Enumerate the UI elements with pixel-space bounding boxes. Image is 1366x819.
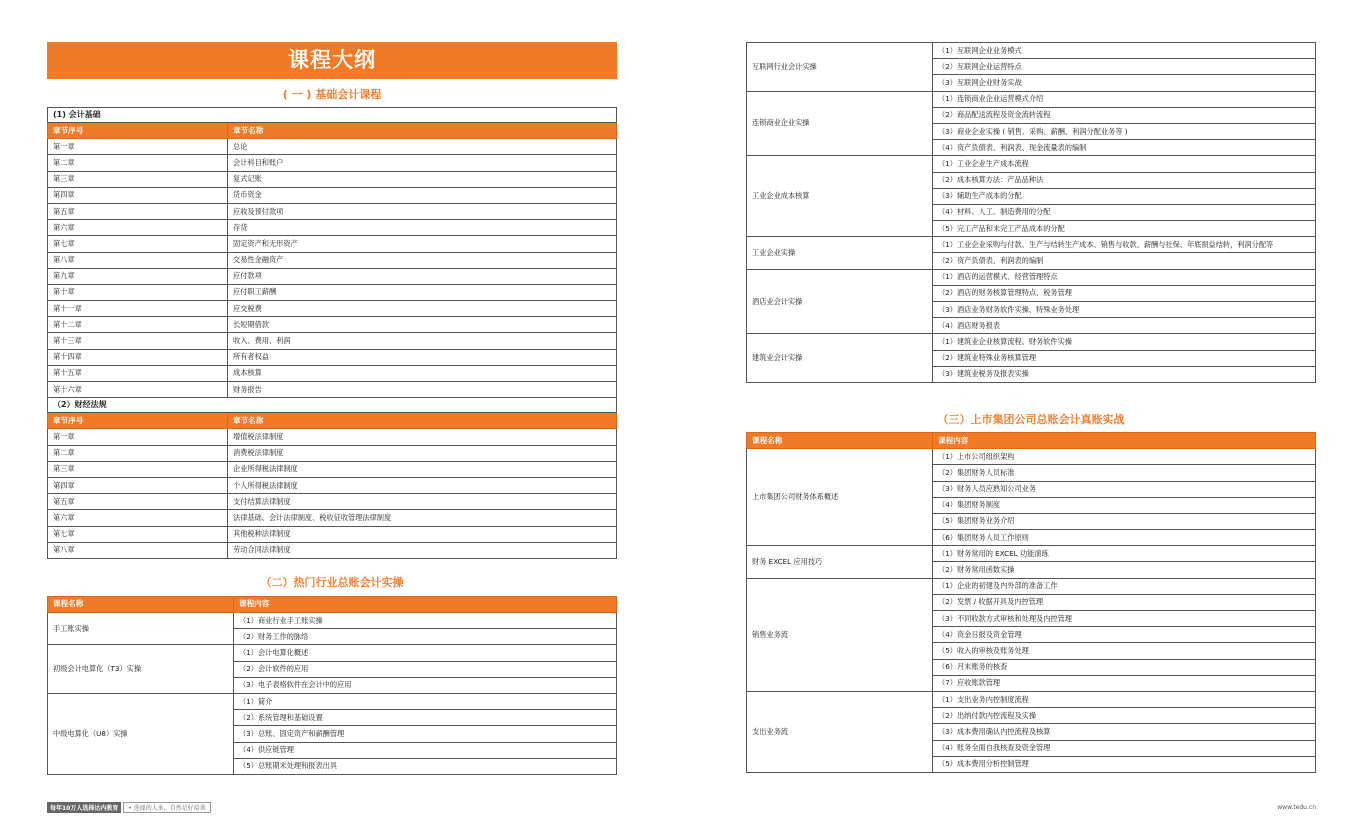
- course-content-item: （2）建筑业特殊业务核算管理: [933, 350, 1316, 366]
- table-row: [48, 365, 617, 381]
- table-row: [48, 694, 617, 710]
- course-name: 工业企业成本核算: [747, 156, 933, 237]
- course-content-item: （1）上市公司组织架构: [933, 449, 1316, 465]
- course-content-item: （3）总账、固定资产和薪酬管理: [234, 726, 617, 742]
- chapter-number: 第一章: [48, 139, 228, 155]
- table-row: [48, 317, 617, 333]
- course-content-item: （6）集团财务人员工作原则: [933, 530, 1316, 546]
- chapter-name: 财务报告: [228, 382, 617, 398]
- course-content-item: （4）资金日报及资金管理: [933, 627, 1316, 643]
- table-row: [48, 645, 617, 661]
- part-label: （2）财经法规: [48, 398, 617, 413]
- course-name: 财务 EXCEL 应用技巧: [747, 546, 933, 578]
- chapter-name: 固定资产和无形资产: [228, 236, 617, 252]
- table-header-row: [747, 432, 1316, 448]
- column-header: 章节名称: [228, 123, 617, 139]
- course-content-item: （4）供应链管理: [234, 742, 617, 758]
- course-content-item: （5）总账期末处理和报表出具: [234, 758, 617, 774]
- table-row: [48, 510, 617, 526]
- column-header: 课程内容: [933, 432, 1316, 448]
- course-content-item: （2）财务常用函数实操: [933, 562, 1316, 578]
- course-content-item: （3）辅助生产成本的分配: [933, 188, 1316, 204]
- course-content-item: （2）系统管理和基础设置: [234, 710, 617, 726]
- table-row: [48, 171, 617, 187]
- chapter-number: 第二章: [48, 445, 228, 461]
- chapter-number: 第四章: [48, 187, 228, 203]
- table-header-row: [48, 596, 617, 612]
- listed-group-table: [746, 432, 1316, 773]
- chapter-number: 第九章: [48, 268, 228, 284]
- table-row: [48, 333, 617, 349]
- chapter-name: 支付结算法律制度: [228, 494, 617, 510]
- course-content-item: （4）材料、人工、制造费用的分配: [933, 204, 1316, 220]
- chapter-name: 增值税法律制度: [228, 429, 617, 445]
- table-row: [48, 542, 617, 558]
- chapter-number: 第五章: [48, 494, 228, 510]
- section2-title: （二）热门行业总账会计实操: [260, 575, 404, 589]
- table-row: [747, 546, 1316, 562]
- industry-practice-table: [47, 596, 617, 775]
- course-content-item: （3）电子表格软件在会计中的应用: [234, 677, 617, 693]
- chapter-name: 应收及预付款项: [228, 203, 617, 219]
- table-row: [747, 91, 1316, 107]
- course-name: 销售业务流: [747, 578, 933, 691]
- course-content-item: （1）会计电算化概述: [234, 645, 617, 661]
- course-content-item: （1）企业的初建及内外部的准备工作: [933, 578, 1316, 594]
- chapter-name: 消费税法律制度: [228, 445, 617, 461]
- chapter-number: 第七章: [48, 526, 228, 542]
- course-content-item: （3）不同收款方式审核和处理及内控管理: [933, 611, 1316, 627]
- table-row: [48, 349, 617, 365]
- table-row: [48, 155, 617, 171]
- chapter-number: 第八章: [48, 252, 228, 268]
- industry-practice-continued-table: [746, 42, 1316, 383]
- table-row: [48, 382, 617, 398]
- table-row: [48, 445, 617, 461]
- chapter-number: 第十二章: [48, 317, 228, 333]
- chapter-number: 第六章: [48, 510, 228, 526]
- chapter-name: 企业所得税法律制度: [228, 461, 617, 477]
- page-title: 课程大纲: [47, 42, 617, 79]
- chapter-name: 应付职工薪酬: [228, 284, 617, 300]
- part-label-row: [48, 108, 617, 123]
- chapter-number: 第十三章: [48, 333, 228, 349]
- chapter-number: 第八章: [48, 542, 228, 558]
- chapter-number: 第十五章: [48, 365, 228, 381]
- course-content-item: （2）酒店的财务核算管理特点、税务管理: [933, 285, 1316, 301]
- chapter-number: 第六章: [48, 220, 228, 236]
- table-row: [747, 43, 1316, 59]
- course-content-item: （2）财务工作的脉络: [234, 629, 617, 645]
- chapter-name: 个人所得税法律制度: [228, 477, 617, 493]
- course-content-item: （1）连锁商业企业运营模式介绍: [933, 91, 1316, 107]
- part-label-row: [48, 398, 617, 413]
- chapter-name: 成本核算: [228, 365, 617, 381]
- course-content-item: （3）成本费用确认内控流程及核算: [933, 724, 1316, 740]
- course-name: 上市集团公司财务体系概述: [747, 449, 933, 546]
- course-content-item: （1）商业行业手工账实操: [234, 613, 617, 629]
- table-row: [48, 284, 617, 300]
- chapter-name: 会计科目和账户: [228, 155, 617, 171]
- course-content-item: （2）会计软件的应用: [234, 661, 617, 677]
- course-content-item: （3）商业企业实操 ( 销售、采购、薪酬、利润分配业务等 ): [933, 123, 1316, 139]
- course-name: 工业企业实操: [747, 237, 933, 269]
- table-row: [48, 526, 617, 542]
- course-content-item: （4）账务全面自我核查及资金管理: [933, 740, 1316, 756]
- course-content-item: （1）支出业务内控制度流程: [933, 691, 1316, 707]
- chapter-name: 复式记账: [228, 171, 617, 187]
- chapter-name: 应付款项: [228, 268, 617, 284]
- chapter-number: 第十六章: [48, 382, 228, 398]
- course-content-item: （1）工业企业生产成本流程: [933, 156, 1316, 172]
- chapter-number: 第十章: [48, 284, 228, 300]
- chapter-name: 存货: [228, 220, 617, 236]
- chapter-name: 收入、费用、利润: [228, 333, 617, 349]
- table-row: [48, 220, 617, 236]
- table-row: [48, 203, 617, 219]
- course-content-item: （5）成本费用分析控制管理: [933, 756, 1316, 772]
- footer-url: www.tedu.cn: [1277, 804, 1316, 811]
- table-row: [747, 578, 1316, 594]
- chapter-number: 第三章: [48, 461, 228, 477]
- course-name: 手工账实操: [48, 613, 234, 645]
- chapter-number: 第十四章: [48, 349, 228, 365]
- course-content-item: （3）酒店业务财务软件实操、特殊业务处理: [933, 302, 1316, 318]
- table-row: [48, 461, 617, 477]
- course-content-item: （5）集团财务业务介绍: [933, 513, 1316, 529]
- course-content-item: （3）互联网企业财务实战: [933, 75, 1316, 91]
- course-content-item: （4）集团财务制度: [933, 497, 1316, 513]
- course-content-item: （6）月末账务的核查: [933, 659, 1316, 675]
- chapter-name: 劳动合同法律制度: [228, 542, 617, 558]
- table-header-row: [48, 413, 617, 429]
- chapter-name: 交易性金融资产: [228, 252, 617, 268]
- chapter-number: 第七章: [48, 236, 228, 252]
- table-row: [48, 187, 617, 203]
- table-row: [48, 252, 617, 268]
- course-name: 初级会计电算化（T3）实操: [48, 645, 234, 694]
- table-row: [747, 269, 1316, 285]
- table-row: [48, 477, 617, 493]
- chapter-number: 第四章: [48, 477, 228, 493]
- course-content-item: （1）酒店的运营模式、经营管理特点: [933, 269, 1316, 285]
- course-content-item: （3）财务人员应熟知公司业务: [933, 481, 1316, 497]
- basic-accounting-table: [47, 107, 617, 559]
- table-row: [48, 268, 617, 284]
- course-content-item: （2）成本核算方法：产品品种法: [933, 172, 1316, 188]
- table-row: [747, 237, 1316, 253]
- course-content-item: （3）建筑业税务及报表实操: [933, 366, 1316, 382]
- chapter-name: 长短期借款: [228, 317, 617, 333]
- course-name: 互联网行业会计实操: [747, 43, 933, 92]
- table-row: [48, 613, 617, 629]
- course-content-item: （7）应收账款管理: [933, 675, 1316, 691]
- course-name: 建筑业会计实操: [747, 334, 933, 383]
- table-row: [48, 301, 617, 317]
- chapter-name: 法律基础、会计法律制度、税收征收管理法律制度: [228, 510, 617, 526]
- table-row: [48, 236, 617, 252]
- table-row: [48, 494, 617, 510]
- chapter-number: 第三章: [48, 171, 228, 187]
- chapter-name: 货币资金: [228, 187, 617, 203]
- section1-title: ( 一 ) 基础会计课程: [282, 88, 382, 101]
- course-content-item: （2）集团财务人员标准: [933, 465, 1316, 481]
- table-row: [747, 449, 1316, 465]
- chapter-name: 总论: [228, 139, 617, 155]
- course-content-item: （2）发票 / 收据开具及内控管理: [933, 594, 1316, 610]
- chapter-number: 第五章: [48, 203, 228, 219]
- footer-text: • 选择的人多，自然是好培训: [123, 802, 210, 813]
- course-content-item: （1）建筑业企业核算流程、财务软件实操: [933, 334, 1316, 350]
- chapter-name: 应交税费: [228, 301, 617, 317]
- chapter-name: 其他税种法律制度: [228, 526, 617, 542]
- course-name: 连锁商业企业实操: [747, 91, 933, 156]
- column-header: 课程内容: [234, 596, 617, 612]
- left-column: [47, 42, 617, 775]
- course-content-item: （1）工业企业采购与付款、生产与结转生产成本、销售与收款、薪酬与社保、年底损益结转，利润分配等: [933, 237, 1316, 253]
- course-content-item: （2）资产负债表、利润表的编制: [933, 253, 1316, 269]
- course-content-item: （4）酒店财务报表: [933, 318, 1316, 334]
- section3-title: （三）上市集团公司总账会计真账实战: [937, 412, 1125, 426]
- course-content-item: （2）出纳付款内控流程及实操: [933, 708, 1316, 724]
- course-content-item: （5）完工产品和未完工产品成本的分配: [933, 221, 1316, 237]
- chapter-number: 第一章: [48, 429, 228, 445]
- course-name: 酒店业会计实操: [747, 269, 933, 334]
- table-row: [48, 139, 617, 155]
- footer-badge: 每年10万人选择达内教育: [47, 802, 121, 813]
- course-content-item: （1）互联网企业业务模式: [933, 43, 1316, 59]
- course-content-item: （5）收入的审核及账务处理: [933, 643, 1316, 659]
- course-name: 中级电算化（U8）实操: [48, 694, 234, 775]
- column-header: 课程名称: [48, 596, 234, 612]
- course-name: 支出业务流: [747, 691, 933, 772]
- course-content-item: （1）财务常用的 EXCEL 功能演练: [933, 546, 1316, 562]
- course-content-item: （4）资产负债表、利润表、现金流量表的编制: [933, 140, 1316, 156]
- column-header: 课程名称: [747, 432, 933, 448]
- part-label: (1) 会计基础: [48, 108, 617, 123]
- table-row: [747, 334, 1316, 350]
- footer-slogan: [47, 802, 211, 813]
- chapter-number: 第二章: [48, 155, 228, 171]
- column-header: 章节名称: [228, 413, 617, 429]
- table-row: [747, 156, 1316, 172]
- course-content-item: （2）互联网企业运营特点: [933, 59, 1316, 75]
- chapter-name: 所有者权益: [228, 349, 617, 365]
- right-column: [746, 42, 1316, 773]
- course-content-item: （1）简介: [234, 694, 617, 710]
- table-row: [747, 691, 1316, 707]
- table-row: [48, 429, 617, 445]
- table-header-row: [48, 123, 617, 139]
- chapter-number: 第十一章: [48, 301, 228, 317]
- column-header: 章节序号: [48, 413, 228, 429]
- column-header: 章节序号: [48, 123, 228, 139]
- course-content-item: （2）商品配送流程及资金流转流程: [933, 107, 1316, 123]
